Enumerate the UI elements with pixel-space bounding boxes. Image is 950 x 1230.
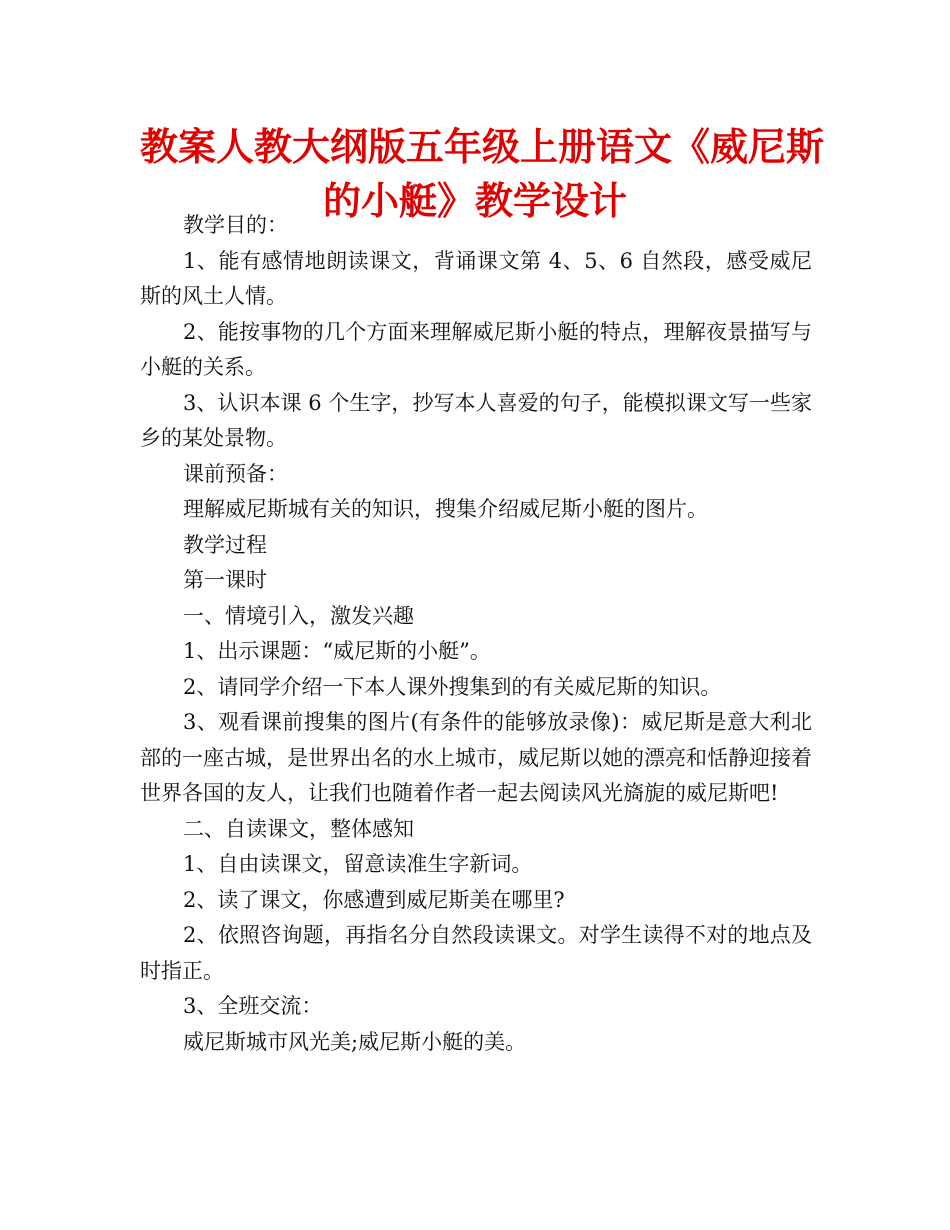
section2-summary: 威尼斯城市风光美;威尼斯小艇的美。 — [183, 1029, 527, 1054]
heading-preparation: 课前预备： — [183, 461, 288, 486]
title-line-2: 的小艇》教学设计 — [322, 179, 627, 223]
title-line-1: 教案人教大纲版五年级上册语文《威尼斯 — [140, 125, 825, 169]
preparation-text: 理解威尼斯城有关的知识，搜集介绍威尼斯小艇的图片。 — [183, 497, 708, 521]
section2-item-1: 1、自由读课文，留意读准生字新词。 — [183, 852, 533, 876]
section-heading-1: 一、情境引入，激发兴趣 — [183, 603, 414, 628]
heading-first-lesson: 第一课时 — [183, 568, 267, 592]
heading-teaching-goals: 教学目的： — [183, 213, 288, 237]
section2-item-4: 3、全班交流： — [183, 994, 323, 1018]
heading-teaching-process: 教学过程 — [183, 532, 267, 557]
section1-item-3: 3、观看课前搜集的图片(有条件的能够放录像)：威尼斯是意大利北部的一座古城，是世界出名的水上城市，威尼斯以她的漂亮和恬静迎接着世界各国的友人，让我们也随着作者一起去阅读风光旖旎的威尼斯吧! — [140, 710, 812, 805]
section-heading-2: 二、自读课文，整体感知 — [183, 816, 414, 841]
section2-item-2: 2、读了课文，你感遭到威尼斯美在哪里? — [183, 887, 565, 912]
document-body — [140, 208, 812, 1060]
goal-item-1: 1、能有感情地朗读课文，背诵课文第 4、5、6 自然段，感受威尼斯的风土人情。 — [140, 248, 812, 308]
section1-item-2: 2、请同学介绍一下本人课外搜集到的有关威尼斯的知识。 — [183, 674, 722, 699]
section1-item-1: 1、出示课题：“威尼斯的小艇”。 — [183, 639, 491, 663]
section2-item-3: 2、依照咨询题，再指名分自然段读课文。对学生读得不对的地点及时指正。 — [140, 923, 812, 983]
goal-item-3: 3、认识本课 6 个生字，抄写本人喜爱的句子，能模拟课文写一些家乡的某处景物。 — [140, 390, 812, 450]
goal-item-2: 2、能按事物的几个方面来理解威尼斯小艇的特点，理解夜景描写与小艇的关系。 — [140, 319, 812, 379]
